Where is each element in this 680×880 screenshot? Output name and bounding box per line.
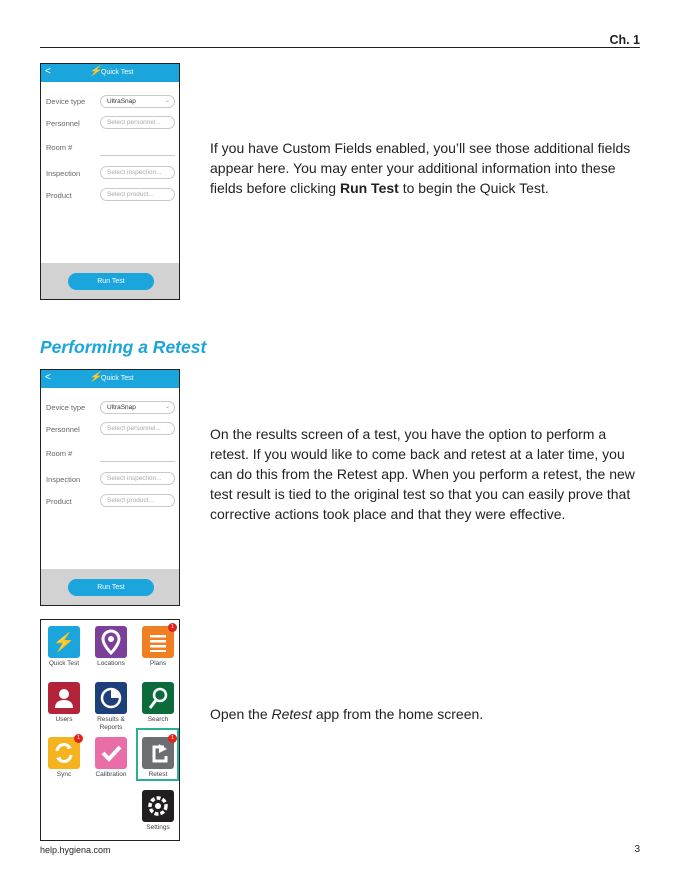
run-test-emphasis: Run Test bbox=[339, 180, 399, 196]
app-label: Quick Test bbox=[48, 660, 80, 667]
open-text: Open the bbox=[210, 706, 272, 722]
app-label: Search bbox=[147, 716, 169, 723]
product-label: Product bbox=[46, 191, 72, 200]
product-select[interactable]: Select product... bbox=[100, 494, 175, 507]
back-icon[interactable]: < bbox=[45, 372, 51, 383]
custom-fields-text-end: to begin the Quick Test. bbox=[398, 180, 549, 196]
location-pin-icon bbox=[95, 626, 127, 658]
product-select[interactable]: Select product... bbox=[100, 188, 175, 201]
home-screen-screenshot bbox=[40, 619, 180, 841]
retest-highlight bbox=[136, 728, 179, 781]
list-icon bbox=[142, 626, 174, 658]
product-label: Product bbox=[46, 497, 72, 506]
device-type-value: UltraSnap bbox=[107, 98, 136, 105]
custom-fields-text: If you have Custom Fields enabled, you’ll see those additional fields appear here. You may enter your additional information into these fields before clicking bbox=[210, 140, 631, 196]
inspection-label: Inspection bbox=[46, 475, 81, 484]
search-icon bbox=[142, 682, 174, 714]
app-calibration[interactable] bbox=[90, 737, 132, 779]
run-test-button[interactable]: Run Test bbox=[68, 273, 154, 290]
back-icon[interactable]: < bbox=[45, 66, 51, 77]
room-input[interactable] bbox=[100, 461, 175, 462]
app-title: Quick Test bbox=[101, 375, 134, 382]
chevron-down-icon: ⌄ bbox=[164, 98, 170, 104]
device-type-select[interactable] bbox=[100, 95, 175, 108]
retest-intro-paragraph: On the results screen of a test, you have the option to perform a retest. If you would like to come back and retest at a later time, you can do this from the Retest app. When you perform a retest, the new test result is tied to the original test so that you can easily prove that corrective actions took place and that they were effective. bbox=[210, 426, 635, 522]
page-number: 3 bbox=[634, 844, 640, 855]
app-title-bar bbox=[41, 370, 179, 388]
room-label: Room # bbox=[46, 143, 73, 152]
app-title-bar bbox=[41, 64, 179, 82]
bolt-icon: ⚡ bbox=[48, 626, 80, 658]
device-type-value: UltraSnap bbox=[107, 404, 136, 411]
app-label: Results & Reports bbox=[97, 716, 125, 731]
app-label: Plans bbox=[149, 660, 167, 667]
app-quick-test[interactable] bbox=[43, 626, 85, 668]
personnel-select[interactable]: Select personnel... bbox=[100, 422, 175, 435]
personnel-select[interactable]: Select personnel... bbox=[100, 116, 175, 129]
room-label: Room # bbox=[46, 449, 73, 458]
app-locations[interactable] bbox=[90, 626, 132, 668]
app-label: Locations bbox=[97, 660, 125, 667]
device-type-select[interactable] bbox=[100, 401, 175, 414]
app-title: Quick Test bbox=[101, 69, 134, 76]
inspection-select[interactable]: Select inspection... bbox=[100, 166, 175, 179]
app-users[interactable] bbox=[43, 682, 85, 724]
footer-url: help.hygiena.com bbox=[40, 845, 111, 855]
sync-icon bbox=[48, 737, 80, 769]
notification-badge: 1 bbox=[168, 623, 177, 632]
personnel-label: Personnel bbox=[46, 119, 80, 128]
app-label: Retest bbox=[148, 771, 168, 778]
chevron-down-icon: ⌄ bbox=[164, 404, 170, 410]
inspection-label: Inspection bbox=[46, 169, 81, 178]
header-rule bbox=[40, 47, 640, 48]
gear-icon bbox=[142, 790, 174, 822]
device-type-label: Device type bbox=[46, 403, 86, 412]
checkmark-icon bbox=[95, 737, 127, 769]
room-input[interactable] bbox=[100, 155, 175, 156]
app-label: Sync bbox=[56, 771, 72, 778]
app-results-reports[interactable] bbox=[90, 682, 132, 732]
quick-test-form-screenshot-2 bbox=[40, 369, 180, 606]
app-label: Users bbox=[55, 716, 73, 723]
inspection-select[interactable]: Select inspection... bbox=[100, 472, 175, 485]
retest-emphasis: Retest bbox=[271, 706, 312, 722]
notification-badge: 1 bbox=[168, 734, 177, 743]
open-retest-paragraph bbox=[210, 704, 640, 724]
bolt-icon: ⚡ bbox=[89, 66, 102, 77]
app-search[interactable] bbox=[137, 682, 179, 724]
form-footer bbox=[41, 569, 179, 605]
section-title: Performing a Retest bbox=[40, 337, 207, 357]
notification-badge: 1 bbox=[74, 734, 83, 743]
chapter-label: Ch. 1 bbox=[609, 33, 640, 47]
app-settings[interactable] bbox=[137, 790, 179, 832]
user-icon bbox=[48, 682, 80, 714]
run-test-button[interactable]: Run Test bbox=[68, 579, 154, 596]
app-plans[interactable] bbox=[137, 626, 179, 668]
pie-chart-icon bbox=[95, 682, 127, 714]
form-footer bbox=[41, 263, 179, 299]
personnel-label: Personnel bbox=[46, 425, 80, 434]
custom-fields-paragraph bbox=[210, 138, 640, 198]
quick-test-form-screenshot bbox=[40, 63, 180, 300]
app-label: Calibration bbox=[95, 771, 127, 778]
device-type-label: Device type bbox=[46, 97, 86, 106]
open-text-end: app from the home screen. bbox=[311, 706, 484, 722]
app-label: Settings bbox=[146, 824, 170, 831]
app-sync[interactable] bbox=[43, 737, 85, 779]
bolt-icon: ⚡ bbox=[89, 372, 102, 383]
